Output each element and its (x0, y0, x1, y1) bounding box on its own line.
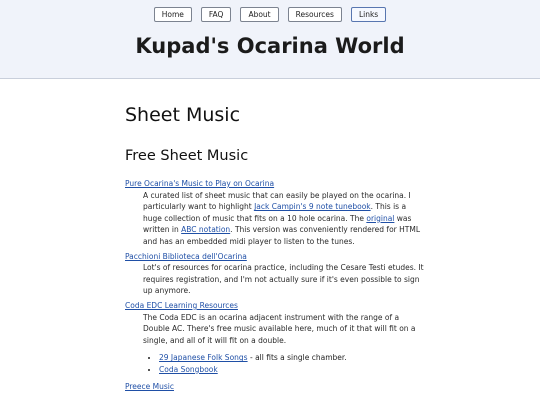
list-item (125, 300, 425, 376)
nav-links-button[interactable]: Links (351, 7, 386, 22)
sub-item-note: - all fits a single chamber. (247, 353, 347, 363)
coda-songbook-link[interactable]: Coda Songbook (159, 364, 218, 374)
entry-description: The Coda EDC is an ocarina adjacent instrument with the range of a Double AC. There's free music available here, much of it that will fit on a single, and all of it will fit on a double. (143, 312, 416, 345)
nav-faq-button[interactable]: FAQ (201, 7, 232, 22)
link-list (125, 178, 425, 392)
original-link[interactable]: original (366, 213, 395, 223)
main-content (125, 104, 425, 391)
abc-notation-link[interactable]: ABC notation (181, 225, 231, 235)
desc-text: was written in (143, 213, 412, 235)
nav-resources-button[interactable]: Resources (288, 7, 342, 22)
page-title: Sheet Music (125, 104, 241, 126)
desc-text: . This version was conveniently rendered for HTML and has an embedded midi player to listen to the tunes. (143, 225, 421, 246)
top-nav (0, 7, 540, 22)
list-item (125, 381, 425, 393)
japanese-folk-songs-link[interactable]: 29 Japanese Folk Songs (159, 353, 248, 363)
list-item (125, 251, 425, 297)
jack-campin-tunebook-link[interactable]: Jack Campin's 9 note tunebook (254, 202, 371, 212)
section-title: Free Sheet Music (125, 148, 249, 164)
pacchioni-link[interactable]: Pacchioni Biblioteca dell'Ocarina (125, 251, 247, 261)
site-title: Kupad's Ocarina World (135, 34, 405, 58)
entry-description (143, 190, 425, 248)
desc-text: A curated list of sheet music that can easily be played on the ocarina. I particularly want to highlight (143, 190, 411, 212)
sub-list-item (159, 364, 425, 376)
sub-list (159, 352, 425, 375)
pure-ocarina-link[interactable]: Pure Ocarina's Music to Play on Ocarina (125, 179, 275, 188)
site-header (0, 0, 540, 79)
desc-text: . This is a huge collection of music that fits on a 10 hole ocarina. The (143, 202, 407, 223)
list-item (125, 178, 425, 248)
preece-music-link[interactable]: Preece Music (125, 381, 174, 391)
coda-edc-link[interactable]: Coda EDC Learning Resources (125, 300, 238, 310)
entry-description: Lot's of resources for ocarina practice, including the Cesare Testi etudes. It requires registration, and I'm not actually sure if it's even possible to sign up anymore. (143, 263, 424, 296)
nav-home-button[interactable]: Home (154, 7, 192, 22)
sub-list-item (159, 352, 425, 364)
nav-about-button[interactable]: About (240, 7, 278, 22)
